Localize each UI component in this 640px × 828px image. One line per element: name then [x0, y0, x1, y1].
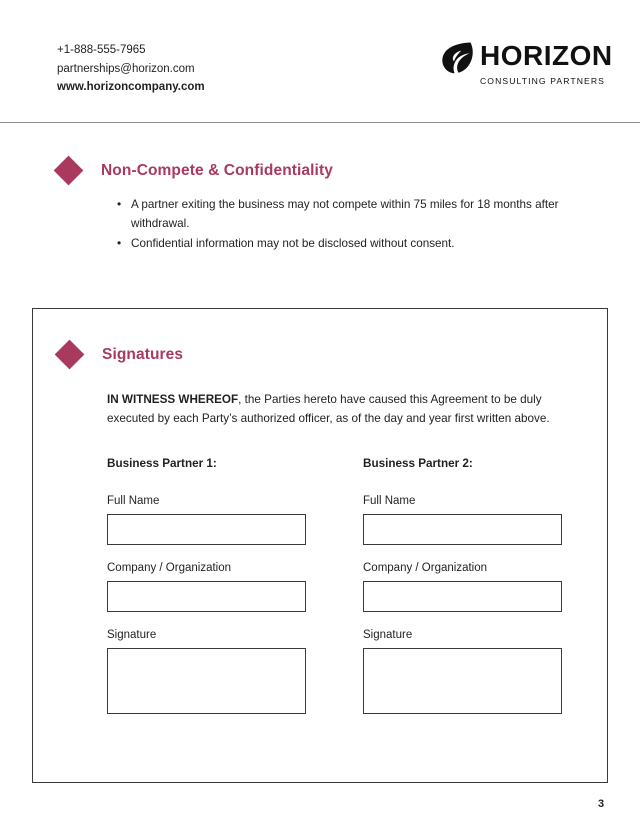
signature-columns — [107, 457, 607, 714]
partner-1-company-input[interactable] — [107, 581, 306, 612]
page-number: 3 — [598, 798, 605, 810]
list-item: • Confidential information may not be disclosed without consent. — [0, 234, 640, 253]
partner-1-company-label: Company / Organization — [107, 562, 232, 574]
signatures-title: Signatures — [102, 345, 184, 363]
diamond-bullet-icon — [54, 156, 84, 186]
witness-lead-in: IN WITNESS WHEREOF — [107, 393, 239, 406]
partner-1-full-name-input[interactable] — [107, 514, 306, 545]
partner-2-signature-label: Signature — [363, 629, 413, 641]
diamond-bullet-icon — [55, 340, 85, 370]
non-compete-title: Non-Compete & Confidentiality — [101, 161, 333, 179]
witness-paragraph — [107, 390, 562, 428]
witness-body: , the Parties hereto have caused this Agreement to be duly executed by each Party’s authorized officer, as of the day and year first written above. — [107, 393, 550, 425]
partner-2-signature-input[interactable] — [363, 648, 562, 714]
page-header — [0, 0, 640, 123]
partner-1-column — [107, 457, 306, 714]
list-item: • A partner exiting the business may not compete within 75 miles for 18 months after withdrawal. — [0, 195, 640, 233]
partner-2-column — [363, 457, 562, 714]
non-compete-section — [0, 160, 640, 254]
partner-2-full-name-input[interactable] — [363, 514, 562, 545]
company-logo — [440, 41, 640, 89]
logo-tagline: CONSULTING PARTNERS — [480, 76, 605, 86]
leaf-flame-icon — [440, 41, 474, 78]
partner-2-full-name-label: Full Name — [363, 495, 416, 507]
non-compete-bullet-list — [0, 195, 640, 253]
partner-2-title: Business Partner 2: — [363, 457, 473, 470]
contact-website: www.horizoncompany.com — [57, 81, 205, 93]
contact-email: partnerships@horizon.com — [57, 62, 195, 75]
header-divider — [0, 122, 640, 123]
contact-block — [57, 41, 205, 97]
logo-wordmark — [480, 41, 640, 89]
partner-2-company-label: Company / Organization — [363, 562, 488, 574]
partner-1-full-name-label: Full Name — [107, 495, 160, 507]
partner-1-signature-input[interactable] — [107, 648, 306, 714]
signatures-card — [32, 308, 608, 783]
contact-phone: +1-888-555-7965 — [57, 44, 146, 56]
partner-1-signature-label: Signature — [107, 629, 157, 641]
partner-1-title: Business Partner 1: — [107, 457, 217, 470]
logo-company-name: HORIZON — [480, 40, 613, 71]
partner-2-company-input[interactable] — [363, 581, 562, 612]
signatures-heading — [59, 344, 607, 365]
non-compete-heading — [58, 160, 640, 181]
